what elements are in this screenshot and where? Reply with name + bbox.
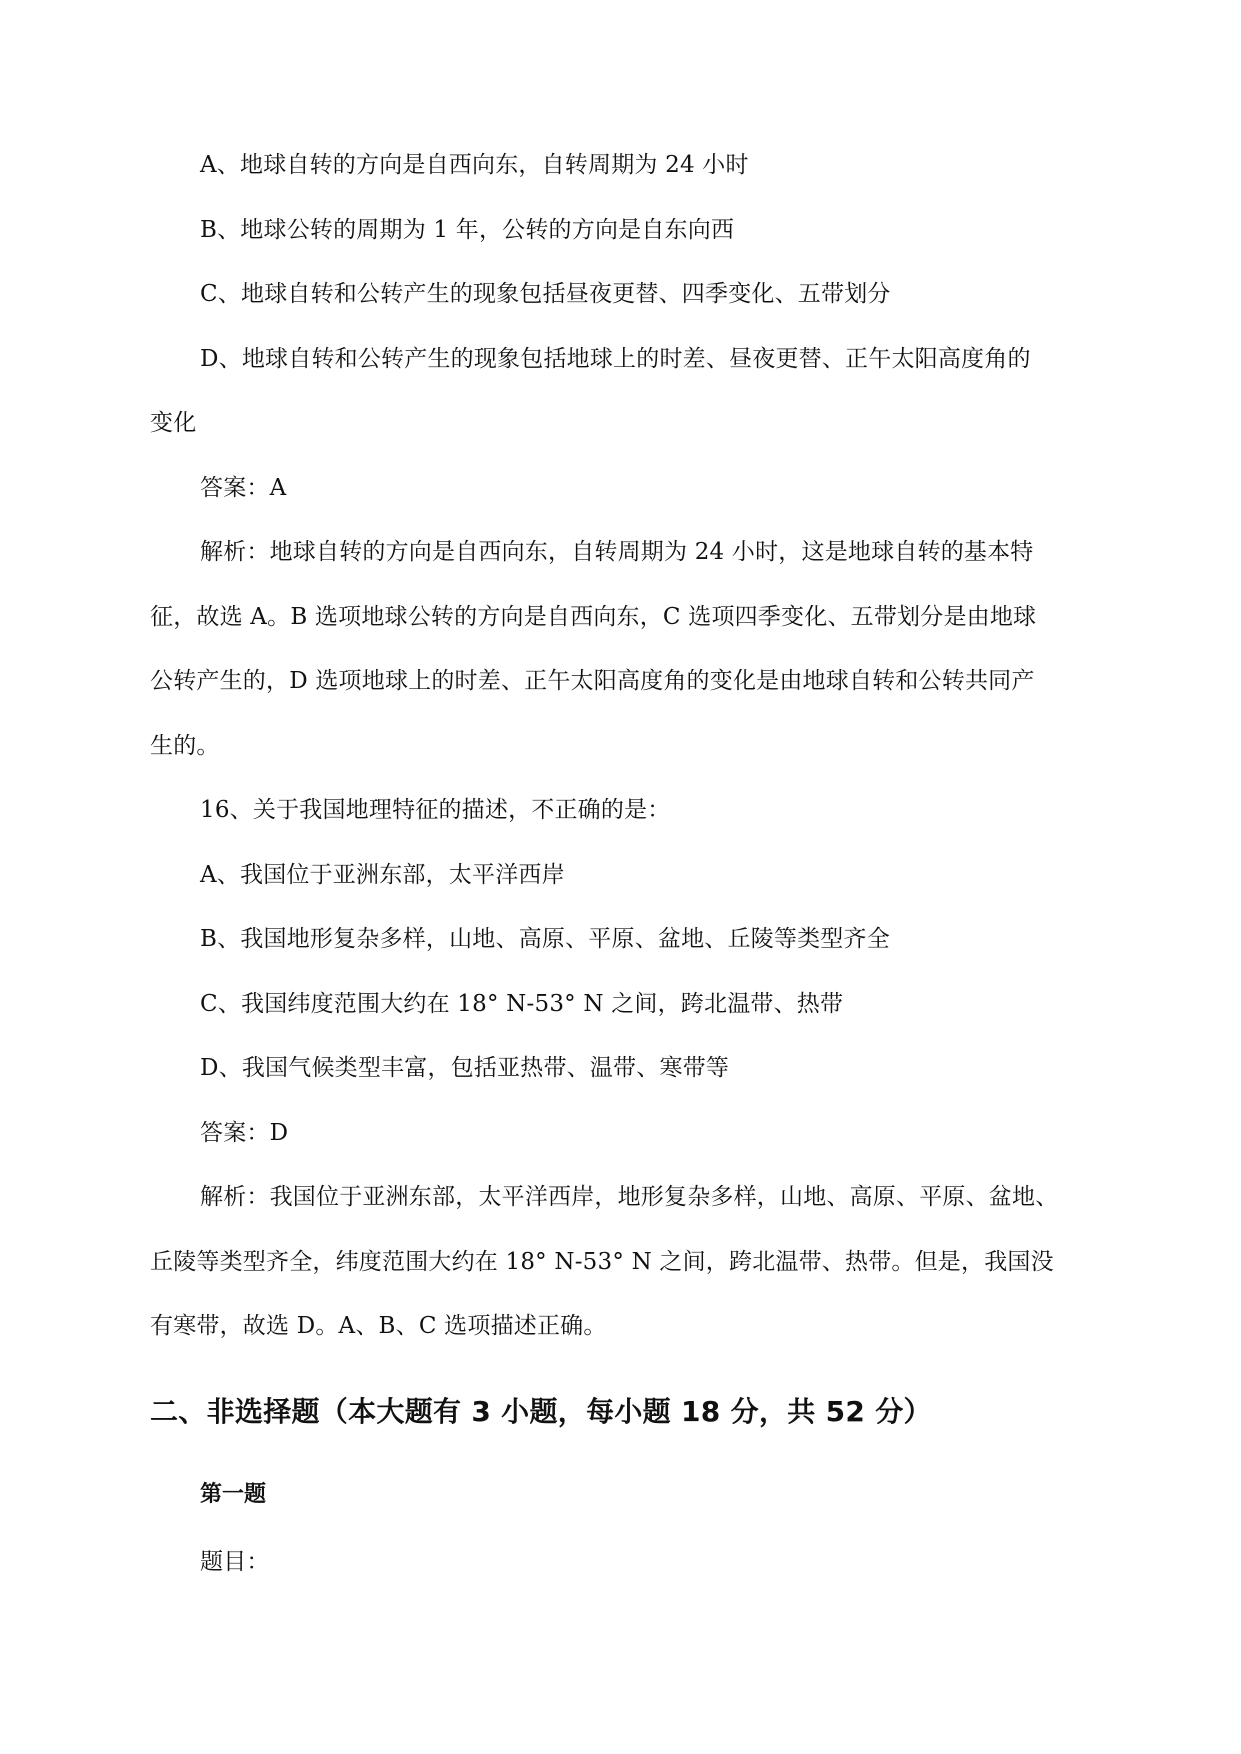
section-two-heading: 二、非选择题（本大题有 3 小题，每小题 18 分，共 52 分） — [150, 1395, 932, 1428]
q15-option-b: B、地球公转的周期为 1 年，公转的方向是自东向西 — [200, 217, 735, 243]
q16-analysis-line1: 解析：我国位于亚洲东部，太平洋西岸，地形复杂多样，山地、高原、平原、盆地、 — [200, 1184, 1059, 1210]
q15-analysis-line1: 解析：地球自转的方向是自西向东，自转周期为 24 小时，这是地球自转的基本特 — [200, 539, 1034, 565]
q16-analysis-line2: 丘陵等类型齐全，纬度范围大约在 18° N-53° N 之间，跨北温带、热带。但是，我国没 — [150, 1249, 1054, 1275]
q15-option-a: A、地球自转的方向是自西向东，自转周期为 24 小时 — [200, 152, 749, 178]
q15-answer: 答案：A — [200, 475, 287, 501]
q16-option-d: D、我国气候类型丰富，包括亚热带、温带、寒带等 — [200, 1055, 730, 1081]
q15-analysis-line2: 征，故选 A。B 选项地球公转的方向是自西向东，C 选项四季变化、五带划分是由地球 — [150, 604, 1037, 630]
q15-option-d-line1: D、地球自转和公转产生的现象包括地球上的时差、昼夜更替、正午太阳高度角的 — [200, 346, 1031, 372]
q16-option-b: B、我国地形复杂多样，山地、高原、平原、盆地、丘陵等类型齐全 — [200, 926, 890, 952]
q15-analysis-line3: 公转产生的，D 选项地球上的时差、正午太阳高度角的变化是由地球自转和公转共同产 — [150, 668, 1035, 694]
q16-analysis-line3: 有寒带，故选 D。A、B、C 选项描述正确。 — [150, 1313, 607, 1339]
q15-analysis-line4: 生的。 — [150, 733, 220, 759]
q16-answer: 答案：D — [200, 1120, 289, 1146]
q16-option-a: A、我国位于亚洲东部，太平洋西岸 — [200, 862, 565, 888]
question-prompt-label: 题目： — [200, 1549, 270, 1575]
first-question-title: 第一题 — [200, 1482, 267, 1507]
q15-option-c: C、地球自转和公转产生的现象包括昼夜更替、四季变化、五带划分 — [200, 281, 891, 307]
q15-option-d-line2: 变化 — [150, 410, 197, 436]
q16-option-c: C、我国纬度范围大约在 18° N-53° N 之间，跨北温带、热带 — [200, 991, 844, 1017]
q16-stem: 16、关于我国地理特征的描述，不正确的是： — [200, 797, 671, 823]
